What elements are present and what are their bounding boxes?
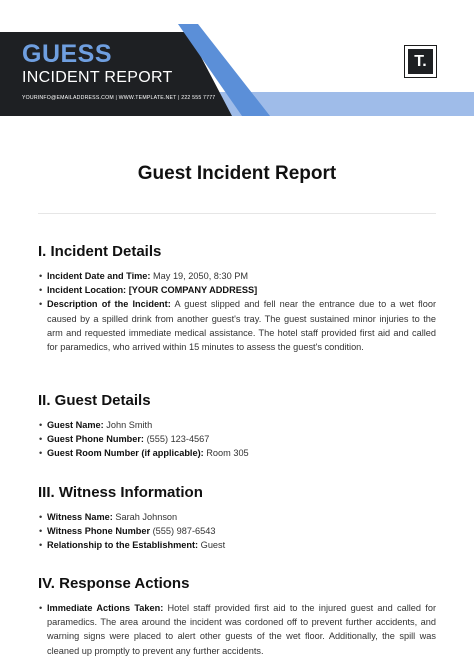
item-label: Guest Name: xyxy=(47,420,104,430)
item-value: Hotel staff provided first aid to the injured guest and called for paramedics. The area around the incident was cordoned off to prevent further accidents, and warning signs were placed to alert other guests of the wet floor. Additionally, the spill was cleaned up promptly to prevent any further accidents. xyxy=(47,603,436,656)
item-value: Room 305 xyxy=(206,448,249,459)
section-heading: II. Guest Details xyxy=(38,392,151,409)
brand-name: GUESS xyxy=(22,40,113,68)
list-item xyxy=(38,432,436,446)
logo xyxy=(404,45,437,78)
list-item xyxy=(38,283,436,297)
list-item xyxy=(38,601,436,658)
item-value: (555) 123-4567 xyxy=(146,434,210,445)
item-value: [YOUR COMPANY ADDRESS] xyxy=(128,285,258,296)
list-item xyxy=(38,524,436,538)
header-banner xyxy=(0,0,474,116)
list-item xyxy=(38,297,436,354)
item-value: (555) 987-6543 xyxy=(152,526,216,537)
item-label: Description of the Incident: xyxy=(47,299,171,310)
item-value: Sarah Johnson xyxy=(115,512,178,522)
list-item xyxy=(38,269,436,283)
document-title: Guest Incident Report xyxy=(137,163,337,184)
list-item xyxy=(38,510,436,524)
item-label: Relationship to the Establishment: xyxy=(47,540,199,551)
section-guest-details xyxy=(38,393,436,461)
logo-mark: T. xyxy=(408,49,433,74)
item-value: Guest xyxy=(200,540,226,551)
item-label: Immediate Actions Taken: xyxy=(47,603,164,613)
item-value: A guest slipped and fell near the entrance due to a wet floor caused by a spilled drink from another guest's tray. The guest sustained minor injuries to the arm and requested immediate medical assistance. The hotel staff provided first aid and called for paramedics, who arrived within 15 minutes to assess the guest's condition. xyxy=(47,299,436,353)
list-item xyxy=(38,418,436,432)
item-label: Guest Phone Number: xyxy=(47,434,144,445)
item-value: John Smith xyxy=(106,420,153,430)
brand-subtitle: INCIDENT REPORT xyxy=(22,69,173,86)
list-item xyxy=(38,538,436,552)
list-item xyxy=(38,446,436,460)
item-label: Incident Date and Time: xyxy=(47,271,151,281)
item-label: Guest Room Number (if applicable): xyxy=(47,448,204,459)
section-response-actions xyxy=(38,576,436,658)
section-heading: IV. Response Actions xyxy=(38,575,190,592)
item-label: Witness Phone Number xyxy=(47,526,151,537)
section-heading: I. Incident Details xyxy=(38,243,162,260)
item-label: Witness Name: xyxy=(47,512,113,522)
section-witness-information xyxy=(38,485,436,553)
contact-line: YOURINFO@EMAILADDRESS.COM | WWW.TEMPLATE.NET | 222 555 7777 xyxy=(22,95,216,101)
section-heading: III. Witness Information xyxy=(38,484,203,501)
title-divider xyxy=(38,213,436,214)
item-value: May 19, 2050, 8:30 PM xyxy=(153,271,249,281)
item-label: Incident Location: xyxy=(47,285,127,296)
section-incident-details xyxy=(38,244,436,354)
